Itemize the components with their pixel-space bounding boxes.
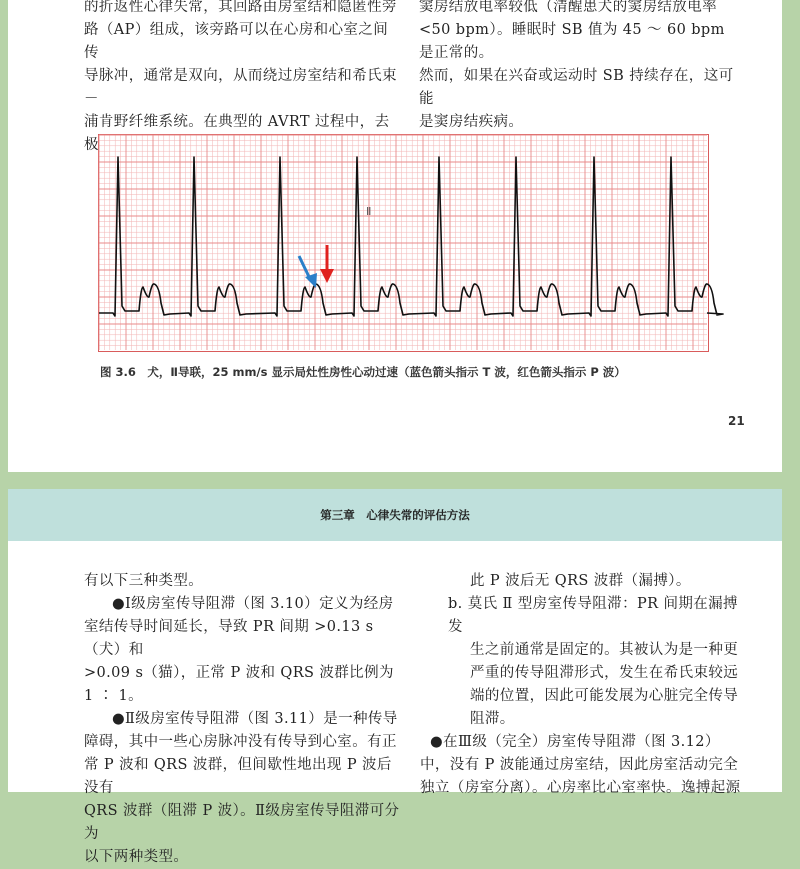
text-line: ●Ⅱ级房室传导阻滞（图 3.11）是一种传导 (112, 711, 398, 727)
text-line: b. 莫氏 Ⅱ 型房室传导阻滞：PR 间期在漏搏发 (448, 596, 738, 635)
ecg-figure (98, 134, 709, 352)
p-wave-arrow (320, 245, 334, 283)
figure-caption: 图 3.6 犬，Ⅱ导联，25 mm/s 显示局灶性房性心动过速（蓝色箭头指示 T 波，红色箭头指示 P 波） (100, 365, 626, 379)
text-line: 窦房结放电率较低（清醒患犬的窦房结放电率 (419, 0, 717, 15)
text-line: 室结传导时间延长，导致 PR 间期 >0.13 s（犬）和 (84, 619, 374, 658)
lead-label: Ⅱ (366, 205, 372, 218)
text-line: 路（AP）组成，该旁路可以在心房和心室之间传 (84, 22, 389, 61)
text-line: 此 P 波后无 QRS 波群（漏搏）。 (470, 573, 691, 589)
ecg-trace (99, 157, 723, 316)
top-right-column (419, 0, 739, 134)
bottom-page (8, 489, 782, 865)
text-line: ●在Ⅲ级（完全）房室传导阻滞（图 3.12） (430, 734, 720, 750)
text-line: 有以下三种类型。 (84, 573, 204, 589)
text-line: ●Ⅰ级房室传导阻滞（图 3.10）定义为经房 (112, 596, 394, 612)
ecg-grid-minor (99, 135, 707, 350)
text-line: 生之前通常是固定的。其被认为是一种更 (470, 642, 739, 658)
text-line: 的折返性心律失常，其回路由房室结和隐匿性旁 (84, 0, 397, 15)
text-line: 严重的传导阻滞形式，发生在希氏束较远 (470, 665, 739, 681)
text-line: 浦肯野纤维系统。在典型的 AVRT 过程中，去极 (84, 114, 390, 153)
text-line: 中，没有 P 波能通过房室结，因此房室活动完全 (420, 757, 739, 773)
ecg-strip (99, 135, 707, 350)
text-line: 端的位置，因此可能发展为心脏完全传导 (470, 688, 739, 704)
text-line: 独立（房室分离）。心房率比心室率快。逸搏起源 (420, 780, 741, 796)
text-line: 以下两种类型。 (84, 849, 189, 865)
text-line: 是窦房结疾病。 (419, 114, 524, 130)
text-line: 常 P 波和 QRS 波群，但间歇性地出现 P 波后没有 (84, 757, 392, 796)
page-number: 21 (728, 414, 745, 428)
top-page (8, 0, 782, 472)
text-line: >0.09 s（猫），正常 P 波和 QRS 波群比例为 1 ∶ 1。 (84, 665, 394, 704)
text-line: 阻滞。 (470, 711, 515, 727)
text-line: QRS 波群（阻滞 P 波）。Ⅱ级房室传导阻滞可分为 (84, 803, 400, 842)
bottom-left-column (84, 570, 402, 869)
chapter-header: 第三章 心律失常的评估方法 (8, 489, 782, 541)
t-wave-arrow (299, 256, 317, 288)
text-line: <50 bpm）。睡眠时 SB 值为 45 ～ 60 bpm 是正常的。 (419, 22, 725, 61)
text-line: 导脉冲，通常是双向，从而绕过房室结和希氏束－ (84, 68, 397, 107)
bottom-right-column (420, 570, 748, 800)
text-line: 障碍，其中一些心房脉冲没有传导到心室。有正 (84, 734, 397, 750)
text-line: 然而，如果在兴奋或运动时 SB 持续存在，这可能 (419, 68, 734, 107)
